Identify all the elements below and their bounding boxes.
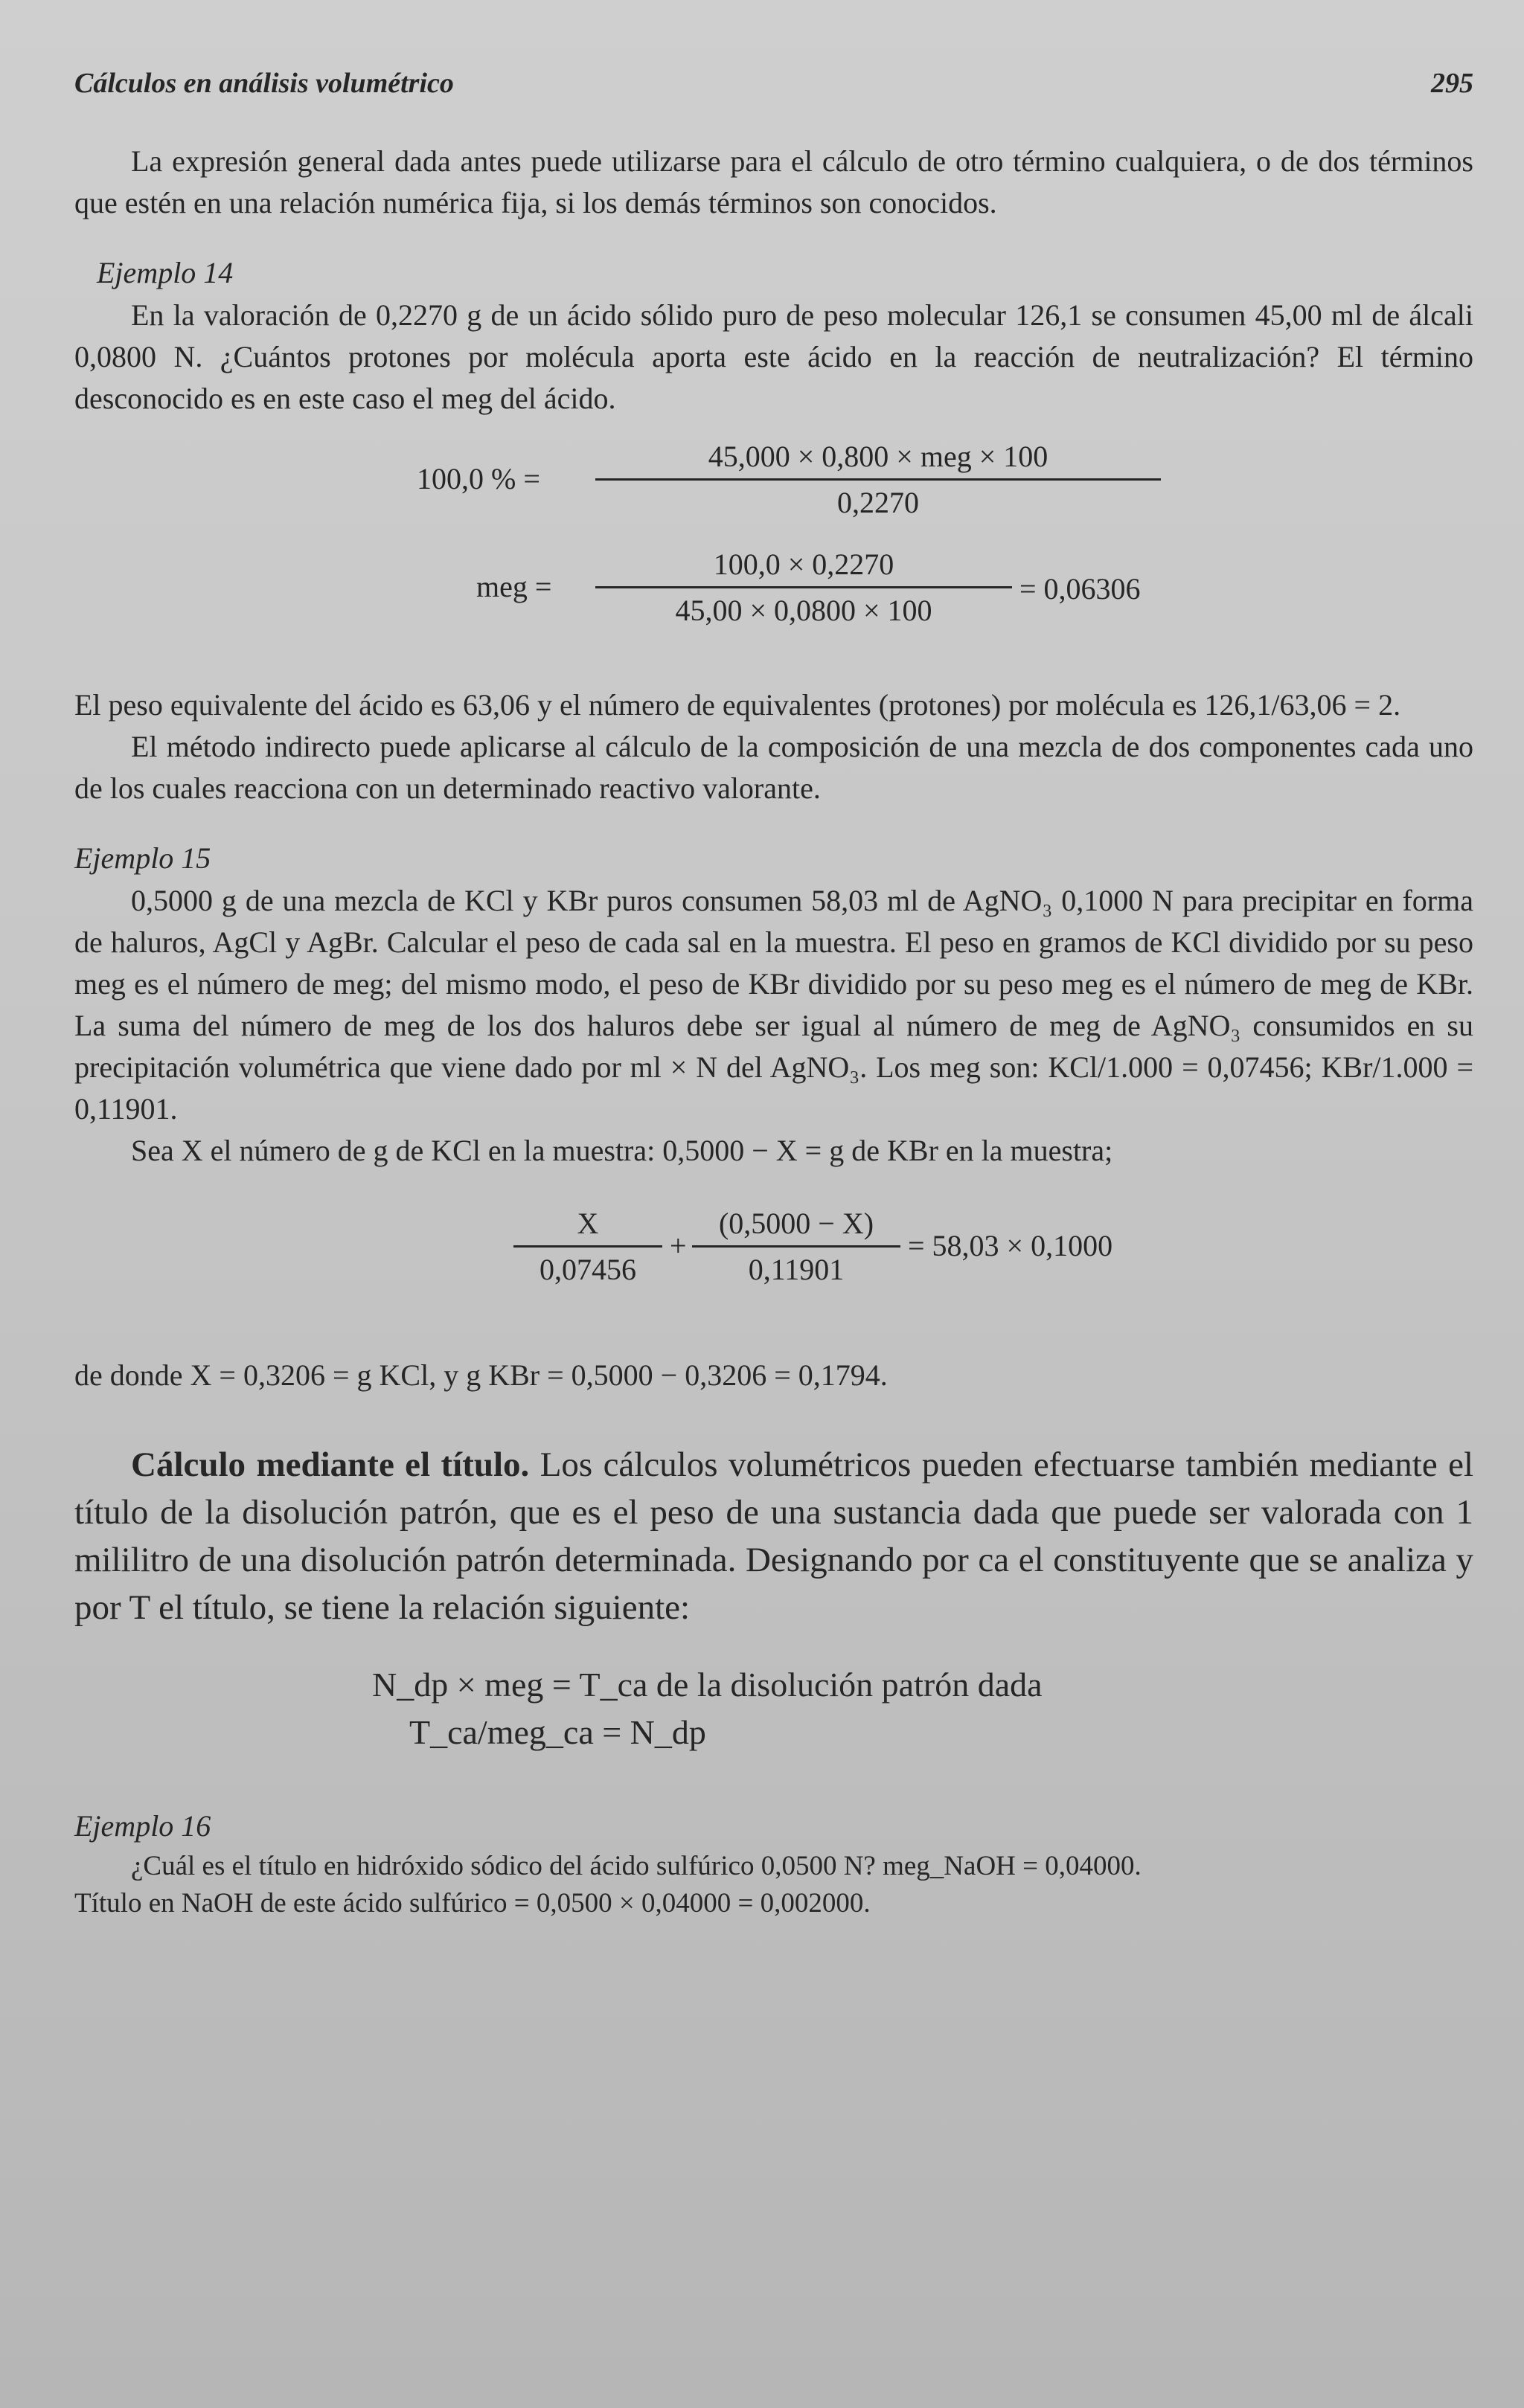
eq2-denominator: 45,00 × 0,0800 × 100 bbox=[675, 594, 932, 627]
eq1-numerator: 45,000 × 0,800 × meg × 100 bbox=[595, 439, 1161, 481]
eq3-f1-numerator: X bbox=[513, 1206, 662, 1248]
page-number: 295 bbox=[1431, 68, 1473, 99]
eq1-denominator: 0,2270 bbox=[837, 486, 919, 519]
example-14-result: El peso equivalente del ácido es 63,06 y el número de equivalentes (protones) por molécula es 126,1/63,06 = 2. bbox=[74, 688, 1401, 722]
intro-paragraph: La expresión general dada antes puede utilizarse para el cálculo de otro término cualquiera, o de dos términos que estén en una relación numérica fija, si los demás términos son conocidos. bbox=[74, 144, 1473, 219]
indirect-method-paragraph: El método indirecto puede aplicarse al cálculo de la composición de una mezcla de dos componentes cada uno de los cuales reacciona con un determinado reactivo valorante. bbox=[74, 730, 1473, 805]
eq3-plus: + bbox=[670, 1229, 687, 1262]
running-title: Cálculos en análisis volumétrico bbox=[74, 68, 454, 99]
eq3-f2-numerator: (0,5000 − X) bbox=[692, 1206, 900, 1248]
eq3-fraction-1 bbox=[513, 1206, 662, 1287]
eq2-numerator: 100,0 × 0,2270 bbox=[595, 547, 1012, 588]
example-16-body bbox=[74, 1848, 1473, 1922]
eq2-lhs: meg = bbox=[476, 570, 552, 603]
eq2-fraction bbox=[595, 547, 1012, 628]
example-15-equation bbox=[74, 1198, 1473, 1340]
book-page bbox=[74, 67, 1473, 1922]
example-16-title: Ejemplo 16 bbox=[74, 1809, 211, 1843]
eq3-rhs: = 58,03 × 0,1000 bbox=[908, 1229, 1113, 1262]
example-16-line-1: ¿Cuál es el título en hidróxido sódico del ácido sulfúrico 0,0500 N? meg_NaOH = 0,04000. bbox=[131, 1851, 1142, 1881]
titulo-relation-2: T_ca/meg_ca = N_dp bbox=[409, 1713, 706, 1751]
page-header bbox=[74, 67, 1473, 100]
eq1-fraction bbox=[595, 439, 1161, 520]
titulo-relations bbox=[372, 1661, 1473, 1756]
example-14-title: Ejemplo 14 bbox=[97, 256, 234, 289]
titulo-section bbox=[74, 1441, 1473, 1631]
example-15-text: 0,5000 g de una mezcla de KCl y KBr puros consumen 58,03 ml de AgNO₃ 0,1000 N para precipitar en forma de haluros, AgCl y AgBr. Calcular el peso de cada sal en la muestra. El peso en gramos de KCl dividido por su peso meg es el número de meg; del mismo modo, el peso de KBr dividido por su peso meg es el número de meg de KBr. La suma del número de meg de los dos haluros debe ser igual al número de meg de AgNO₃ consumidos en su precipitación volumétrica que viene dado por ml × N del AgNO₃. Los meg son: KCl/1.000 = 0,07456; KBr/1.000 = 0,11901. bbox=[74, 884, 1473, 1126]
eq3-f1-denominator: 0,07456 bbox=[540, 1253, 636, 1286]
eq1-lhs: 100,0 % = bbox=[417, 462, 540, 495]
titulo-relation-1: N_dp × meg = T_ca de la disolución patrón dada bbox=[372, 1666, 1043, 1704]
example-14-text: En la valoración de 0,2270 g de un ácido sólido puro de peso molecular 126,1 se consumen 45,00 ml de álcali 0,0800 N. ¿Cuántos protones por molécula aporta este ácido en la reacción de neutralización? El término desconocido es en este caso el meg del ácido. bbox=[74, 298, 1473, 415]
eq3-f2-denominator: 0,11901 bbox=[748, 1253, 845, 1286]
example-15-let: Sea X el número de g de KCl en la muestra: 0,5000 − X = g de KBr en la muestra; bbox=[131, 1134, 1113, 1167]
titulo-text: Los cálculos volumétricos pueden efectuarse también mediante el título de la disolución patrón, que es el peso de una sustancia dada que puede ser valorada con 1 mililitro de una disolución patrón determinada. Designando por ca el constituyente que se analiza y por T el título, se tiene la relación siguiente: bbox=[74, 1445, 1473, 1627]
example-15-title: Ejemplo 15 bbox=[74, 841, 211, 875]
titulo-heading: Cálculo mediante el título. bbox=[131, 1445, 530, 1484]
example-14-equations bbox=[74, 440, 1473, 632]
eq3-fraction-2 bbox=[692, 1206, 900, 1287]
example-15-result: de donde X = 0,3206 = g KCl, y g KBr = 0,5000 − 0,3206 = 0,1794. bbox=[74, 1358, 888, 1392]
eq2-rhs: = 0,06306 bbox=[1019, 572, 1141, 606]
example-16-line-2: Título en NaOH de este ácido sulfúrico = 0,0500 × 0,04000 = 0,002000. bbox=[74, 1888, 871, 1919]
